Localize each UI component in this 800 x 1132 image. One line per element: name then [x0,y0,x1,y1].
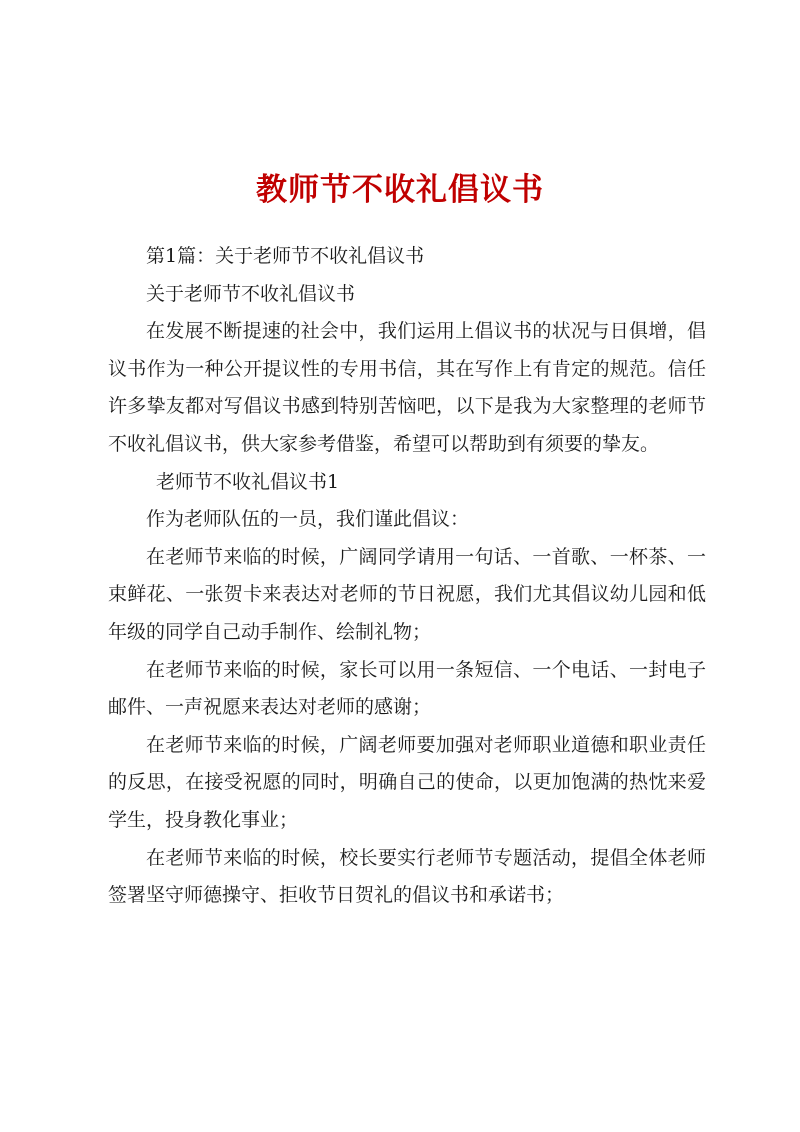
paragraph-proposal-lead: 作为老师队伍的一员，我们谨此倡议： [146,508,470,531]
document-body [108,238,706,915]
paragraph-proposal-heading: 老师节不收礼倡议书1 [156,470,340,493]
paragraph-principals: 在老师节来临的时候，校长要实行老师节专题活动，提倡全体老师签署坚守师德操守、拒收节日贺礼的倡议书和承诺书； [108,846,706,907]
document-title: 教师节不收礼倡议书 [256,172,544,208]
paragraph-students: 在老师节来临的时候，广阔同学请用一句话、一首歌、一杯茶、一束鲜花、一张贺卡来表达对老师的节日祝愿，我们尤其倡议幼儿园和低年级的同学自己动手制作、绘制礼物； [108,545,706,643]
paragraph-subtitle: 关于老师节不收礼倡议书 [146,282,356,305]
paragraph-parents: 在老师节来临的时候，家长可以用一条短信、一个电话、一封电子邮件、一声祝愿来表达对老师的感谢； [108,658,706,719]
paragraph-teachers: 在老师节来临的时候，广阔老师要加强对老师职业道德和职业责任的反思，在接受祝愿的同时，明确自己的使命，以更加饱满的热忱来爱学生，投身教化事业； [108,733,706,831]
paragraph-intro: 在发展不断提速的社会中，我们运用上倡议书的状况与日俱增，倡议书作为一种公开提议性的专用书信，其在写作上有肯定的规范。信任许多挚友都对写倡议书感到特别苦恼吧，以下是我为大家整理的老师节不收礼倡议书，供大家参考借鉴，希望可以帮助到有须要的挚友。 [108,320,706,455]
paragraph-section-heading: 第1篇：关于老师节不收礼倡议书 [146,245,425,267]
